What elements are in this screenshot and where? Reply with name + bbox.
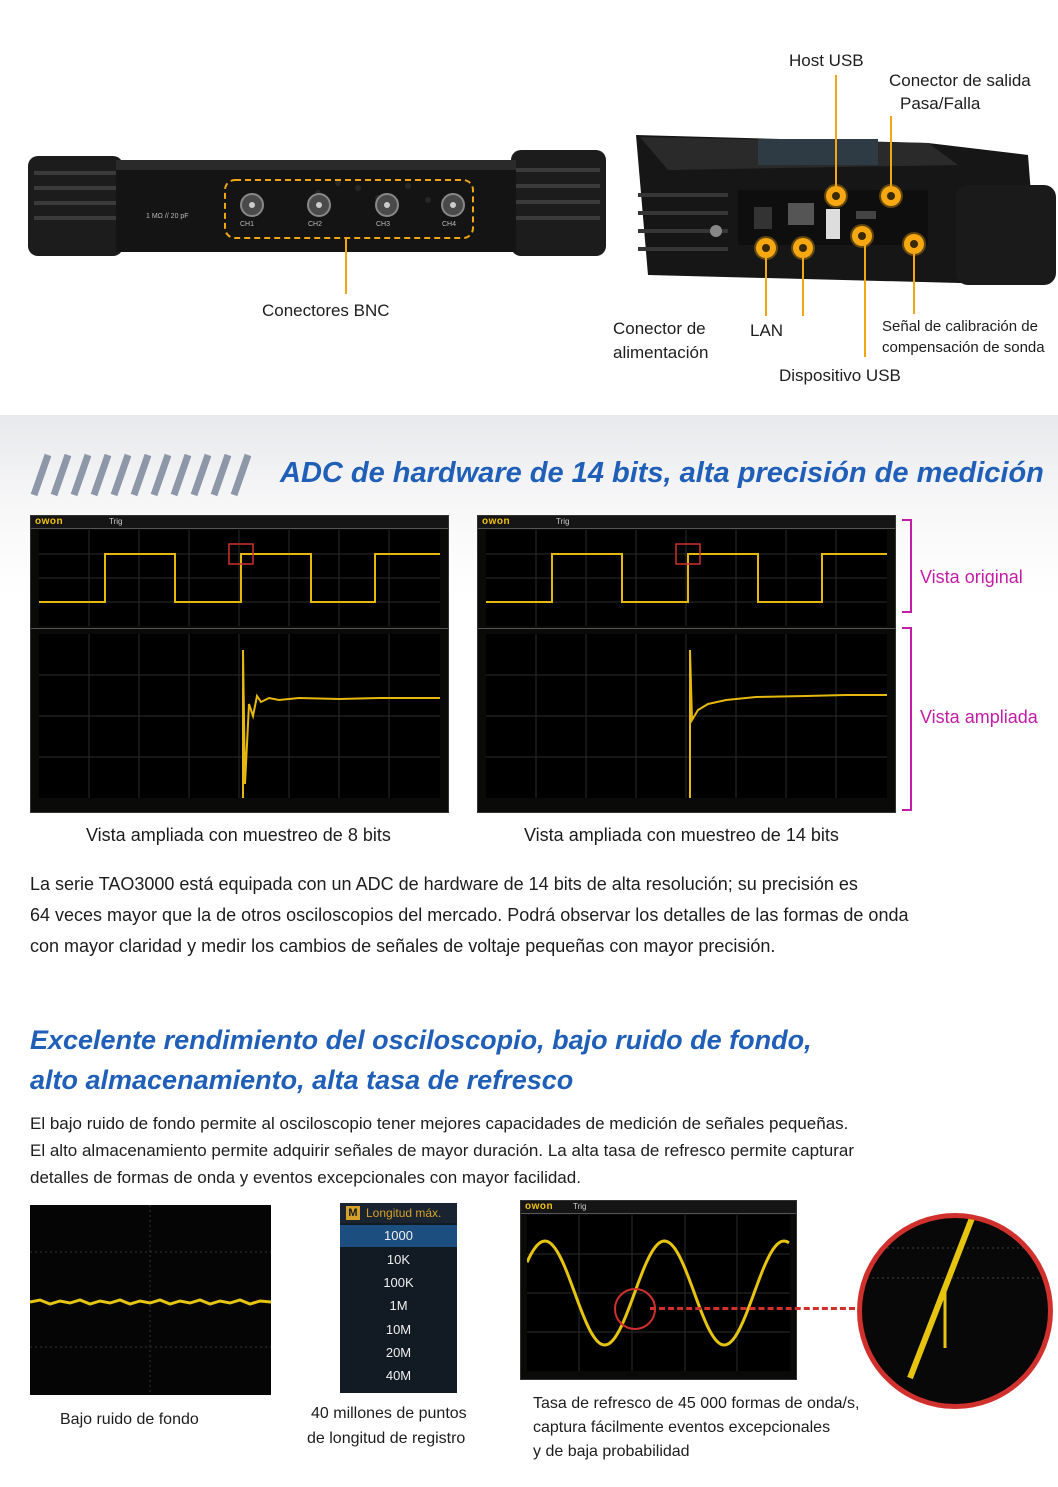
perf-paragraph-line-1: El bajo ruido de fondo permite al osciloscopio tener mejores capacidades de medición de señales pequeñas. [30, 1114, 849, 1133]
device-front-photo [28, 148, 606, 260]
menu-m-icon: M [346, 1206, 360, 1220]
bnc-label: Conectores BNC [262, 301, 390, 320]
perf-paragraph-line-3: detalles de formas de onda y eventos excepcionales con mayor facilidad. [30, 1168, 581, 1187]
scope-14bit [477, 515, 896, 813]
perf-paragraph-line-2: El alto almacenamiento permite adquirir señales de mayor duración. La alta tasa de refresco permite capturar [30, 1141, 854, 1160]
bnc-pointer-line [345, 238, 347, 294]
record-length-menu [340, 1203, 457, 1393]
caption-14bit: Vista ampliada con muestreo de 14 bits [524, 825, 839, 845]
host-usb-dot [826, 186, 846, 206]
zoom-view-bracket [902, 627, 912, 811]
refresh-caption-line-2: captura fácilmente eventos excepcionales [533, 1419, 831, 1436]
ch4-label: CH4 [442, 221, 457, 228]
usb-device-line [864, 244, 866, 357]
scope-trig-label: Trig [109, 517, 123, 526]
refresh-caption-line-3: y de baja probabilidad [533, 1443, 690, 1460]
memory-caption-line-1: 40 millones de puntos [311, 1405, 467, 1422]
power-connector-label-1: Conector de [613, 319, 706, 338]
scope-8bit [30, 515, 449, 813]
caption-8bit: Vista ampliada con muestreo de 8 bits [86, 825, 391, 845]
menu-item-40m[interactable]: 40M [385, 1368, 412, 1383]
output-connector-label-1: Conector de salida [889, 71, 1031, 90]
device-side-photo [628, 125, 1058, 297]
perf-title-line-2: alto almacenamiento, alta tasa de refresco [30, 1065, 574, 1095]
output-connector-label-2: Pasa/Falla [900, 94, 981, 113]
original-view-label: Vista original [920, 567, 1023, 587]
adc-title: ADC de hardware de 14 bits, alta precisión de medición [280, 457, 1044, 489]
menu-item-20m[interactable]: 20M [385, 1345, 412, 1360]
perf-title-line-1: Excelente rendimiento del osciloscopio, bajo ruido de fondo, [30, 1025, 812, 1055]
host-usb-label: Host USB [789, 51, 864, 70]
power-connector-line [765, 256, 767, 316]
lan-label: LAN [750, 321, 784, 340]
original-view-bracket [902, 519, 912, 613]
calibration-dot [904, 234, 924, 254]
calibration-label-2: compensación de sonda [882, 339, 1045, 356]
zoom-view-label: Vista ampliada [920, 707, 1038, 727]
memory-caption-line-2: de longitud de registro [307, 1430, 466, 1447]
scope-brand: owon [525, 1201, 554, 1212]
stripes-decoration [30, 453, 260, 497]
zoom-circle [857, 1213, 1053, 1409]
lan-dot [793, 238, 813, 258]
menu-item-10k[interactable]: 10K [386, 1252, 411, 1267]
power-connector-dot [756, 238, 776, 258]
adc-paragraph-line-1: La serie TAO3000 está equipada con un ADC de hardware de 14 bits de alta resolución; su precisión es [30, 874, 858, 894]
output-connector-line [890, 116, 892, 187]
menu-item-10m[interactable]: 10M [385, 1322, 412, 1337]
output-connector-dot [881, 186, 901, 206]
lan-line [802, 256, 804, 316]
calibration-label-1: Señal de calibración de [882, 318, 1038, 335]
ch1-label: CH1 [240, 221, 255, 228]
scope-trig-label: Trig [556, 517, 570, 526]
zoom-dashed-line [650, 1307, 855, 1310]
usb-device-dot [852, 226, 872, 246]
scope-brand: owon [35, 516, 64, 527]
power-connector-label-2: alimentación [613, 343, 709, 362]
adc-paragraph-line-3: con mayor claridad y medir los cambios de señales de voltaje pequeñas con mayor precisión. [30, 936, 776, 956]
calibration-line [913, 252, 915, 314]
ch2-label: CH2 [308, 221, 323, 228]
noise-floor-caption: Bajo ruido de fondo [60, 1411, 199, 1428]
refresh-caption-line-1: Tasa de refresco de 45 000 formas de onda/s, [533, 1395, 860, 1412]
svg-text:1 MΩ // 20 pF: 1 MΩ // 20 pF [146, 213, 189, 220]
host-usb-line [835, 75, 837, 187]
noise-floor-panel [30, 1205, 271, 1395]
scope-brand: owon [482, 516, 511, 527]
ch3-label: CH3 [376, 221, 391, 228]
menu-item-1000[interactable]: 1000 [340, 1225, 457, 1247]
refresh-rate-scope [520, 1200, 797, 1380]
adc-paragraph-line-2: 64 veces mayor que la de otros osciloscopios del mercado. Podrá observar los detalles de las formas de onda [30, 905, 909, 925]
menu-header [340, 1203, 457, 1223]
scope-trig-label: Trig [573, 1202, 587, 1211]
menu-title: Longitud máx. [366, 1206, 442, 1220]
usb-device-label: Dispositivo USB [779, 366, 901, 385]
menu-item-1m[interactable]: 1M [389, 1298, 408, 1313]
menu-item-100k[interactable]: 100K [383, 1275, 414, 1290]
